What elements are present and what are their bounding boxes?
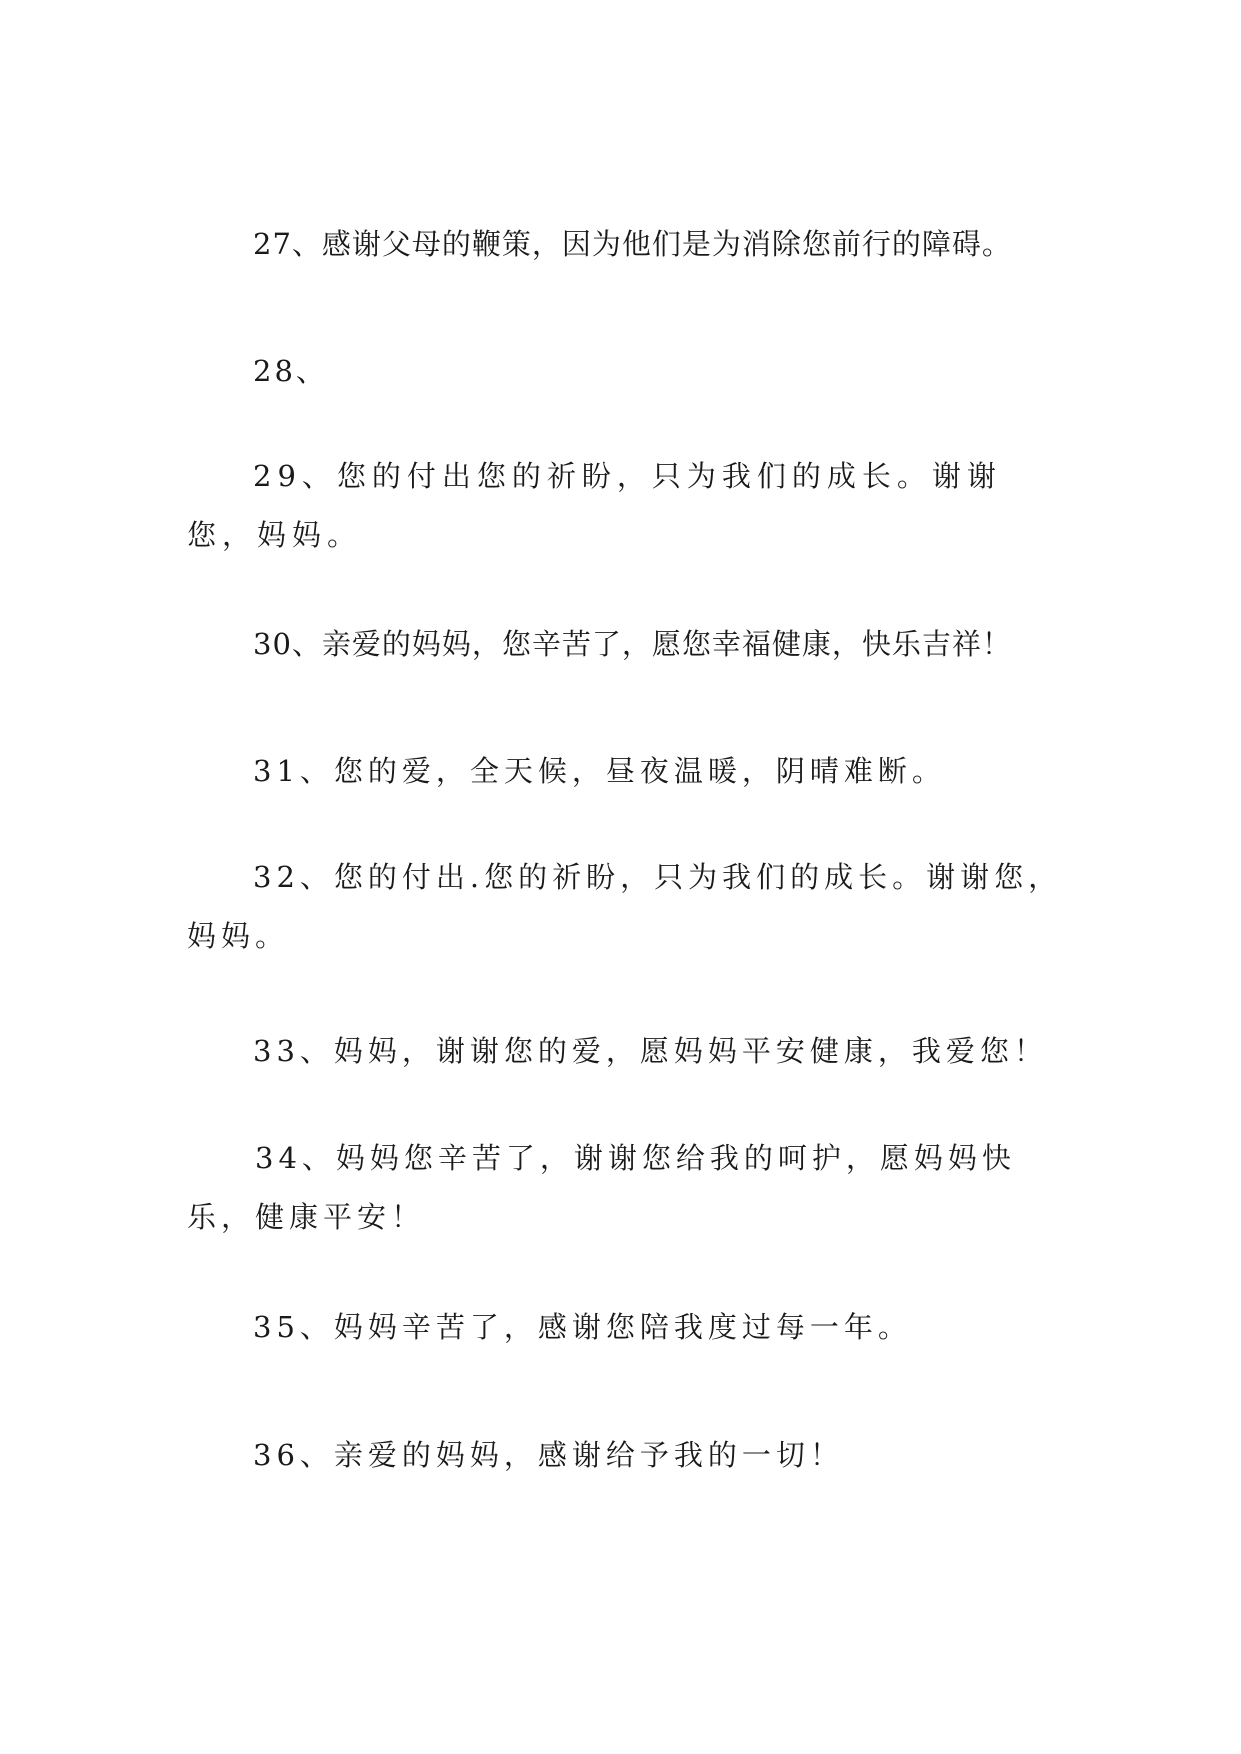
paragraph-36: 36、亲爱的妈妈，感谢给予我的一切！ xyxy=(253,1438,844,1472)
paragraph-29: 29、您的付出您的祈盼，只为我们的成长。谢谢您，妈妈。 xyxy=(187,459,1002,552)
paragraph-28: 28、 xyxy=(253,354,328,388)
paragraph-35: 35、妈妈辛苦了，感谢您陪我度过每一年。 xyxy=(253,1310,912,1344)
paragraph-32: 32、您的付出.您的祈盼，只为我们的成长。谢谢您，妈妈。 xyxy=(187,860,1063,953)
paragraph-34: 34、妈妈您辛苦了，谢谢您给我的呵护，愿妈妈快乐，健康平安！ xyxy=(187,1141,1016,1234)
paragraph-27: 27、感谢父母的鞭策，因为他们是为消除您前行的障碍。 xyxy=(253,227,1012,261)
paragraph-30: 30、亲爱的妈妈，您辛苦了，愿您幸福健康，快乐吉祥！ xyxy=(253,627,1012,661)
paragraph-31: 31、您的爱，全天候，昼夜温暖，阴晴难断。 xyxy=(253,754,946,788)
paragraph-33: 33、妈妈，谢谢您的爱，愿妈妈平安健康，我爱您！ xyxy=(253,1034,1048,1068)
